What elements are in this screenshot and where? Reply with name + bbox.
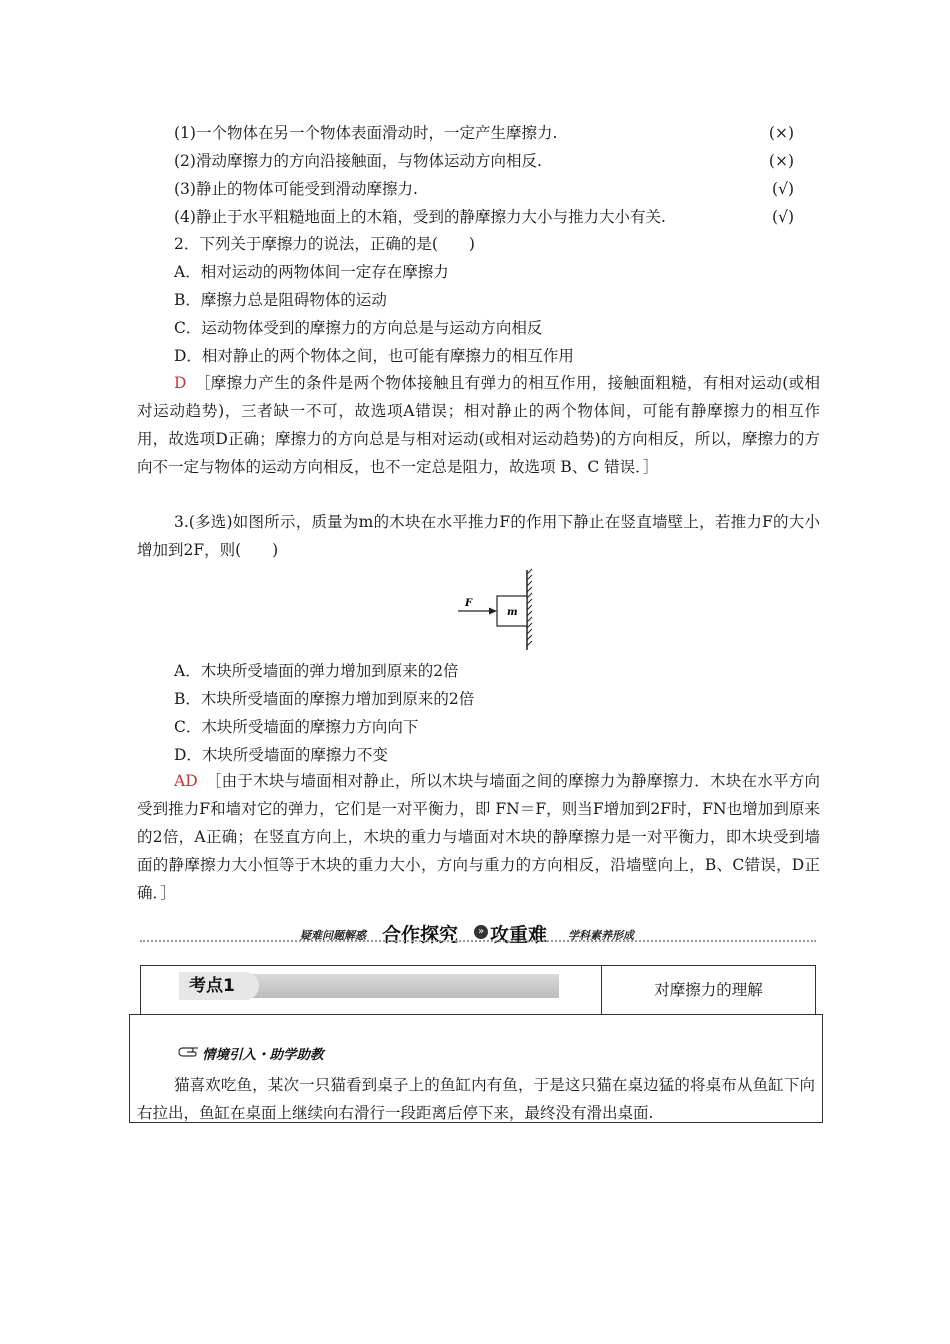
force-diagram — [455, 568, 535, 652]
judgement-item-1 — [174, 123, 794, 143]
kaodian-topic: 对摩擦力的理解 — [654, 981, 763, 999]
banner-title-a: 合作探究 — [382, 924, 459, 946]
judgement-text: (4)静止于水平粗糙地面上的木箱，受到的静摩擦力大小与推力大小有关. — [174, 208, 666, 226]
judgement-text: (1)一个物体在另一个物体表面滑动时，一定产生摩擦力. — [174, 124, 558, 142]
question-2-stem: 2．下列关于摩擦力的说法，正确的是( ) — [174, 235, 475, 253]
question-2-explanation: ［摩擦力产生的条件是两个物体接触且有弹力的相互作用，接触面粗糙，有相对运动(或相对运动趋势)，三者缺一不可，故选项A错误；相对静止的两个物体间，可能有静摩擦力的相互作用，故选项D正确；摩擦力的方向总是与相对运动(或相对运动趋势)的方向相反，所以，摩擦力的方向不一定与物体的运动方向相反，也不一定总是阻力，故选项 B、C 错误．］ — [137, 374, 820, 476]
judgement-text: (2)滑动摩擦力的方向沿接触面，与物体运动方向相反. — [174, 152, 542, 170]
judgement-item-3 — [174, 179, 794, 199]
scenario-text: 猫喜欢吃鱼，某次一只猫看到桌子上的鱼缸内有鱼，于是这只猫在桌边猛的将桌布从鱼缸下向右拉出，鱼缸在桌面上继续向右滑行一段距离后停下来，最终没有滑出桌面. — [137, 1076, 815, 1122]
judgement-mark: (×) — [768, 152, 794, 170]
question-3-option-b: B．木块所受墙面的摩擦力增加到原来的2倍 — [174, 690, 475, 708]
judgement-mark: (√) — [772, 208, 794, 226]
question-3-answer: AD — [174, 772, 198, 790]
question-3-option-c: C．木块所受墙面的摩擦力方向向下 — [174, 718, 419, 736]
banner-rule — [140, 940, 816, 946]
question-2-option-a: A．相对运动的两物体间一定存在摩擦力 — [174, 263, 449, 281]
block-label: m — [507, 607, 518, 618]
banner-right-caption: 学科素养形成 — [568, 929, 634, 942]
question-3-solution — [137, 767, 820, 907]
question-2-option-d: D．相对静止的两个物体之间，也可能有摩擦力的相互作用 — [174, 347, 574, 365]
section-banner — [140, 920, 816, 946]
force-label: F — [465, 598, 473, 609]
banner-left-caption: 疑难问题解惑 — [300, 929, 366, 942]
scenario-box — [129, 1014, 823, 1123]
question-2-option-c: C．运动物体受到的摩擦力的方向总是与运动方向相反 — [174, 319, 543, 337]
question-3-stem: 3.(多选)如图所示，质量为m的木块在水平推力F的作用下静止在竖直墙壁上，若推力F的大小增加到2F，则( ) — [137, 513, 820, 559]
hand-pointer-icon — [178, 1043, 200, 1059]
question-3-option-d: D．木块所受墙面的摩擦力不变 — [174, 746, 388, 764]
scenario-heading: 情境引入・助学助教 — [202, 1047, 324, 1063]
question-2-option-b: B．摩擦力总是阻碍物体的运动 — [174, 291, 387, 309]
question-2-solution — [137, 369, 820, 481]
judgement-mark: (×) — [768, 124, 794, 142]
question-3-explanation: ［由于木块与墙面相对静止，所以木块与墙面之间的摩擦力为静摩擦力．木块在水平方向受到推力F和墙对它的弹力，它们是一对平衡力，即 FN＝F，则当F增加到2F时，FN也增加到原来的2倍，A正确；在竖直方向上，木块的重力与墙面对木块的静摩擦力是一对平衡力，即木块受到墙面的静摩擦力大小恒等于木块的重力大小，方向与重力的方向相反，沿墙壁向上，B、C错误，D正确．］ — [137, 772, 820, 902]
kaodian-box — [140, 965, 816, 1015]
judgement-mark: (√) — [772, 180, 794, 198]
judgement-text: (3)静止的物体可能受到滑动摩擦力. — [174, 180, 418, 198]
kaodian-label: 考点1 — [179, 972, 259, 1000]
banner-title-b: 攻重难 — [490, 924, 548, 946]
banner-arrow-icon: » — [474, 925, 488, 939]
question-3-option-a: A．木块所受墙面的弹力增加到原来的2倍 — [174, 662, 459, 680]
judgement-item-4 — [174, 207, 794, 227]
judgement-item-2 — [174, 151, 794, 171]
force-arrowhead — [489, 608, 497, 615]
question-2-answer: D — [174, 374, 187, 392]
